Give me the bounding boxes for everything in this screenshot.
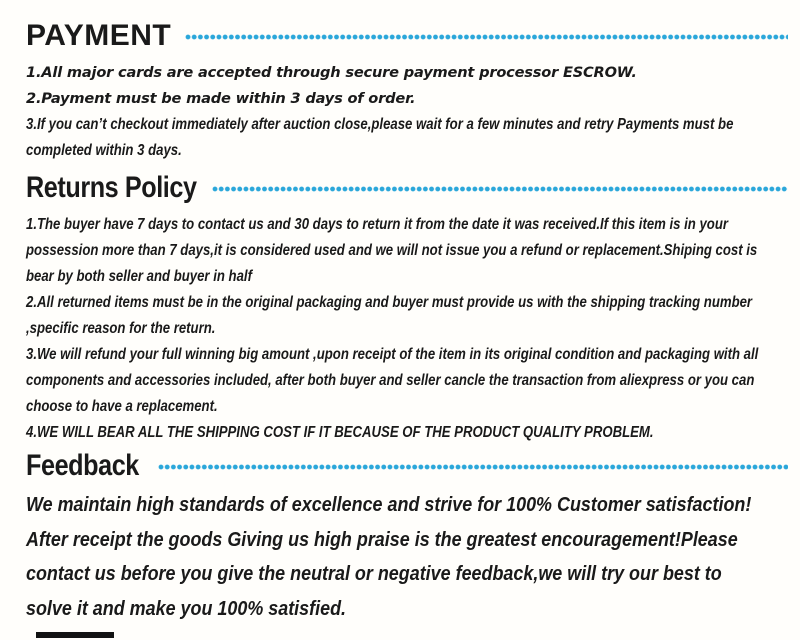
feedback-section-title: Feedback [26,449,139,482]
feedback-section [26,448,788,626]
payment-items [26,60,788,164]
feedback-heading-row [26,448,788,484]
payment-item-1: 1.All major cards are accepted through secure payment processor ESCROW. [26,64,637,81]
dotted-divider [212,186,788,192]
payment-item-3: 3.If you can’t checkout immediately after auction close,please wait for a few minutes and retry Payments must be completed within 3 days. [26,116,734,159]
payment-item-2: 2.Payment must be made within 3 days of order. [26,90,416,107]
returns-section-title: Returns Policy [26,171,197,204]
returns-item-3: 3.We will refund your full winning big amount ,upon receipt of the item in its original condition and packaging with all components and accessories included, after both buyer and seller cancle the transaction from aliexpress or you can choose to have a replacement. [26,346,759,415]
bottom-bar [36,632,114,638]
returns-items [26,212,788,446]
dotted-divider [158,464,788,470]
returns-item-4: 4.WE WILL BEAR ALL THE SHIPPING COST IF IT BECAUSE OF THE PRODUCT QUALITY PROBLEM. [26,424,654,441]
returns-item-1: 1.The buyer have 7 days to contact us and 30 days to return it from the date it was received.If this item is in your possession more than 7 days,it is considered used and we will not issue you a refund or replacement.Shiping cost is bear by both seller and buyer in half [26,216,758,285]
payment-heading-row [26,18,788,54]
payment-section [26,18,788,164]
returns-policy-section [26,170,788,446]
returns-heading-row [26,170,788,206]
returns-item-2: 2.All returned items must be in the original packaging and buyer must provide us with the shipping tracking number ,specific reason for the return. [26,294,753,337]
dotted-divider [185,34,788,40]
payment-section-title: PAYMENT [26,19,172,52]
feedback-paragraph: We maintain high standards of excellence and strive for 100% Customer satisfaction! After receipt the goods Giving us high praise is the greatest encouragement!Please contact us before you give the neutral or negative feedback,we will try our best to solve it and make you 100% satisfied. [26,493,752,620]
